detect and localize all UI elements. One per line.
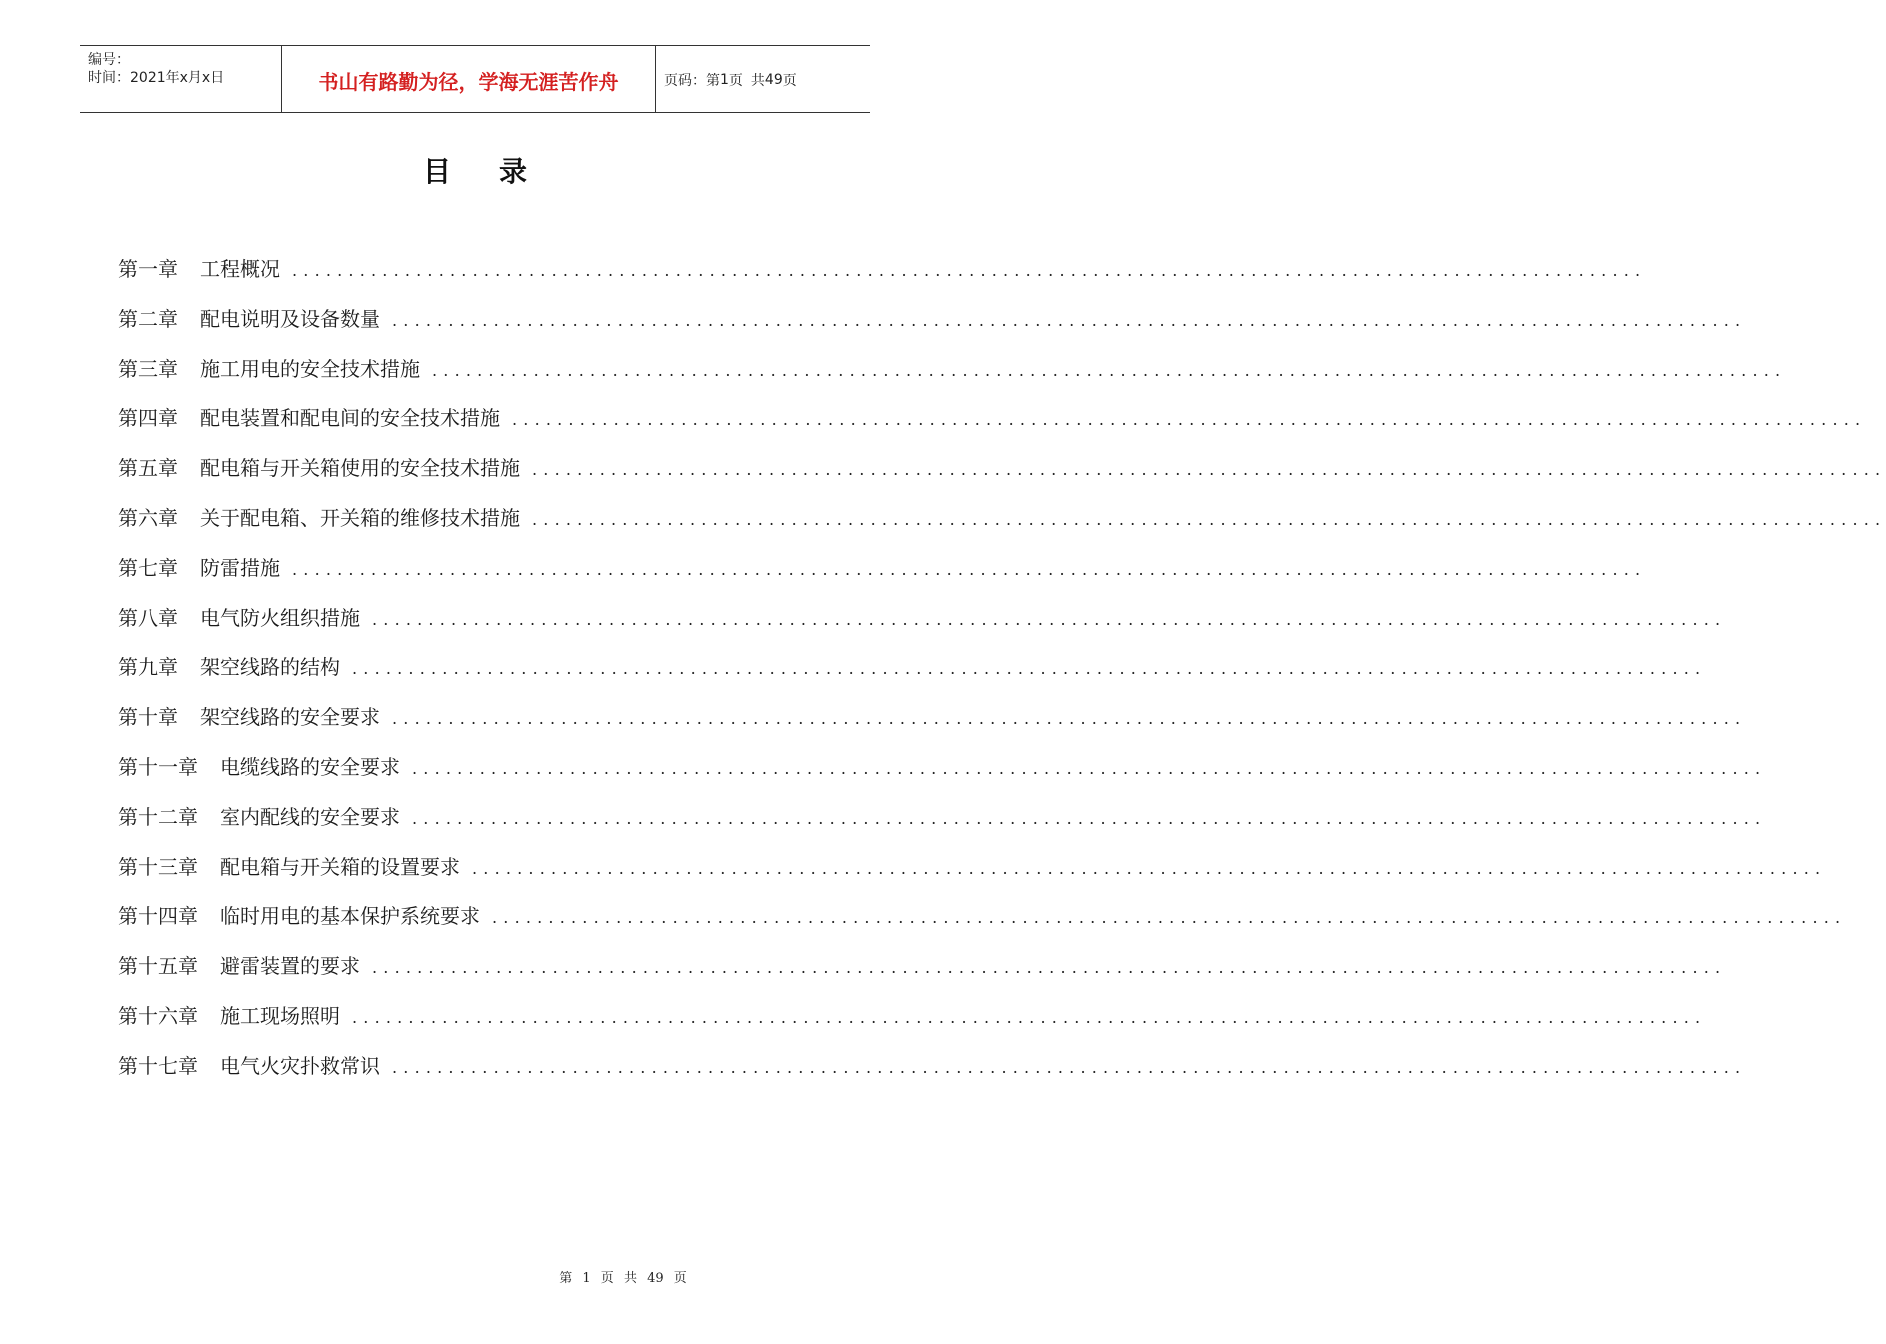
toc-entry[interactable] — [118, 701, 1747, 751]
toc-entry[interactable] — [118, 751, 1767, 801]
toc-leader-dots: ........................................................................................................................ — [372, 609, 1727, 629]
page-header — [80, 45, 870, 113]
toc-leader-dots: ........................................................................................................................ — [392, 709, 1747, 729]
page-title: 目录 — [422, 155, 575, 188]
toc-chapter-number: 第十三章 — [118, 854, 198, 879]
toc-chapter-title: 架空线路的安全要求 — [200, 705, 380, 730]
toc-chapter-number: 第七章 — [118, 555, 178, 580]
header-meta — [80, 46, 282, 112]
toc-leader-dots: ........................................................................................................................ — [352, 1007, 1707, 1027]
toc-chapter-title: 室内配线的安全要求 — [220, 804, 400, 829]
toc-chapter-number: 第四章 — [118, 406, 178, 431]
toc-chapter-title: 临时用电的基本保护系统要求 — [220, 904, 480, 929]
toc-chapter-number: 第十五章 — [118, 954, 198, 979]
toc-entry[interactable] — [118, 253, 1647, 303]
toc-entry[interactable] — [118, 801, 1767, 851]
footer-mid: 页 — [600, 1271, 614, 1286]
toc-leader-dots: ........................................................................................................................ — [532, 509, 1886, 529]
toc-entry[interactable] — [118, 402, 1867, 452]
toc-entry[interactable] — [118, 651, 1707, 701]
toc-chapter-title: 施工用电的安全技术措施 — [200, 356, 420, 381]
toc-chapter-number: 第十七章 — [118, 1053, 198, 1078]
toc-entry[interactable] — [118, 353, 1787, 403]
footer-total-pages: 49 — [647, 1271, 664, 1286]
footer-suffix: 页 — [673, 1271, 687, 1286]
toc-chapter-title: 施工现场照明 — [220, 1003, 340, 1028]
toc-entry[interactable] — [118, 602, 1727, 652]
toc-chapter-number: 第三章 — [118, 356, 178, 381]
toc-chapter-number: 第九章 — [118, 655, 178, 680]
toc-chapter-number: 第六章 — [118, 505, 178, 530]
header-page-total: 49 — [764, 72, 783, 88]
toc-leader-dots: ........................................................................................................................ — [432, 360, 1787, 380]
toc-chapter-title: 配电箱与开关箱使用的安全技术措施 — [200, 456, 520, 481]
toc-leader-dots: ........................................................................................................................ — [392, 310, 1747, 330]
toc-entry[interactable] — [118, 900, 1847, 950]
toc-chapter-number: 第二章 — [118, 306, 178, 331]
footer-current-page: 1 — [582, 1271, 591, 1286]
toc-chapter-number: 第八章 — [118, 605, 178, 630]
toc-chapter-title: 配电装置和配电间的安全技术措施 — [200, 406, 500, 431]
toc-chapter-title: 配电说明及设备数量 — [200, 306, 380, 331]
toc-chapter-title: 电气火灾扑救常识 — [220, 1053, 380, 1078]
toc-leader-dots: ........................................................................................................................ — [532, 460, 1886, 480]
toc-leader-dots: ........................................................................................................................ — [412, 758, 1767, 778]
toc-leader-dots: ........................................................................................................................ — [292, 559, 1647, 579]
toc-chapter-title: 工程概况 — [200, 257, 280, 281]
toc-leader-dots: ........................................................................................................................ — [472, 858, 1827, 878]
toc-leader-dots: ........................................................................................................................ — [292, 261, 1647, 280]
toc-leader-dots: ........................................................................................................................ — [412, 808, 1767, 828]
table-of-contents — [118, 253, 1886, 1100]
toc-entry[interactable] — [118, 303, 1747, 353]
footer-prefix: 第 — [559, 1271, 573, 1286]
toc-chapter-title: 电缆线路的安全要求 — [220, 754, 400, 779]
header-page-mid: 页 — [728, 73, 743, 89]
toc-leader-dots: ........................................................................................................................ — [372, 958, 1727, 978]
toc-chapter-number: 第一章 — [118, 257, 178, 281]
toc-entry[interactable] — [118, 851, 1827, 901]
header-time-label: 时间：2021年x月x日 — [88, 70, 225, 86]
header-page-current: 1 — [720, 72, 729, 88]
toc-entry[interactable] — [118, 452, 1886, 502]
toc-entry[interactable] — [118, 552, 1647, 602]
header-number-label: 编号： — [88, 52, 130, 68]
toc-entry[interactable] — [118, 1050, 1747, 1100]
header-page-label: 页码：第 — [664, 73, 720, 89]
toc-chapter-title: 电气防火组织措施 — [200, 605, 360, 630]
toc-chapter-title: 关于配电箱、开关箱的维修技术措施 — [200, 505, 520, 530]
toc-chapter-title: 配电箱与开关箱的设置要求 — [220, 854, 460, 879]
header-page-info — [656, 46, 870, 112]
header-motto: 书山有路勤为径，学海无涯苦作舟 — [282, 46, 656, 112]
toc-leader-dots: ........................................................................................................................ — [392, 1057, 1747, 1077]
header-page-total-prefix: 共 — [750, 73, 765, 89]
toc-leader-dots: ........................................................................................................................ — [352, 659, 1707, 679]
toc-chapter-number: 第十六章 — [118, 1003, 198, 1028]
toc-chapter-number: 第五章 — [118, 456, 178, 481]
header-page-suffix: 页 — [782, 73, 797, 89]
toc-entry[interactable] — [118, 950, 1727, 1000]
toc-entry[interactable] — [118, 1000, 1707, 1050]
toc-leader-dots: ........................................................................................................................ — [512, 410, 1867, 430]
toc-chapter-number: 第十章 — [118, 705, 178, 730]
toc-chapter-number: 第十四章 — [118, 904, 198, 929]
toc-chapter-number: 第十二章 — [118, 804, 198, 829]
toc-chapter-title: 防雷措施 — [200, 555, 280, 580]
toc-chapter-title: 避雷装置的要求 — [220, 954, 360, 979]
page-footer — [0, 1267, 950, 1286]
toc-chapter-number: 第十一章 — [118, 754, 198, 779]
toc-entry[interactable] — [118, 502, 1886, 552]
footer-total-prefix: 共 — [623, 1271, 637, 1286]
toc-leader-dots: ........................................................................................................................ — [492, 908, 1847, 928]
toc-chapter-title: 架空线路的结构 — [200, 655, 340, 680]
